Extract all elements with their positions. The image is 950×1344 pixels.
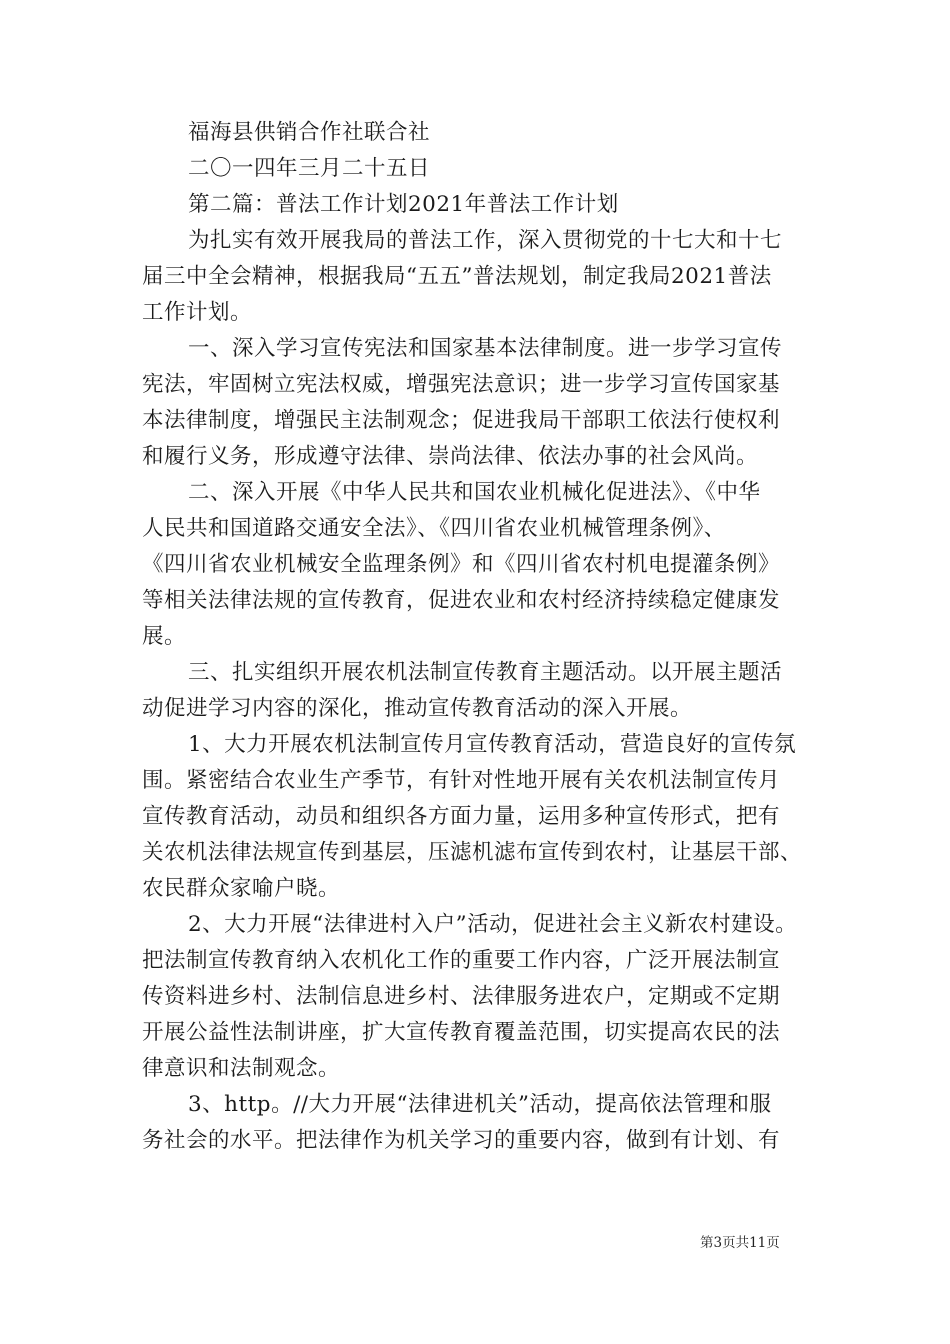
text-line: 动促进学习内容的深化，推动宣传教育活动的深入开展。 — [142, 696, 693, 721]
page-number: 第3页共11页 — [700, 1235, 780, 1251]
text-line: 和履行义务，形成遵守法律、崇尚法律、依法办事的社会风尚。 — [142, 444, 759, 469]
text-line: 等相关法律法规的宣传教育，促进农业和农村经济持续稳定健康发 — [142, 588, 781, 613]
text-line: 宣传教育活动，动员和组织各方面力量，运用多种宣传形式，把有 — [142, 804, 781, 829]
text-line: 围。紧密结合农业生产季节，有针对性地开展有关农机法制宣传月 — [142, 768, 781, 793]
text-line: 开展公益性法制讲座，扩大宣传教育覆盖范围，切实提高农民的法 — [142, 1020, 781, 1045]
text-line: 人民共和国道路交通安全法》、《四川省农业机械管理条例》、 — [142, 516, 726, 541]
text-line: 本法律制度，增强民主法制观念；促进我局干部职工依法行使权利 — [142, 408, 781, 433]
text-line: 务社会的水平。把法律作为机关学习的重要内容，做到有计划、有 — [142, 1128, 781, 1153]
text-line: 关农机法律法规宣传到基层，压滤机滤布宣传到农村，让基层干部、 — [142, 840, 803, 865]
text-line: 届三中全会精神，根据我局“五五”普法规划，制定我局2021普法 — [142, 264, 772, 289]
text-line: 工作计划。 — [142, 300, 253, 325]
text-line: 二〇一四年三月二十五日 — [188, 156, 431, 181]
text-line: 2、大力开展“法律进村入户”活动，促进社会主义新农村建设。 — [188, 912, 798, 937]
text-line: 《四川省农业机械安全监理条例》和《四川省农村机电提灌条例》 — [142, 552, 781, 577]
text-line: 1、大力开展农机法制宣传月宣传教育活动，营造良好的宣传氛 — [188, 732, 797, 757]
text-line: 律意识和法制观念。 — [142, 1056, 341, 1081]
text-line: 农民群众家喻户晓。 — [142, 876, 341, 901]
text-line: 传资料进乡村、法制信息进乡村、法律服务进农户，定期或不定期 — [142, 984, 781, 1009]
text-line: 把法制宣传教育纳入农机化工作的重要工作内容，广泛开展法制宣 — [142, 948, 781, 973]
text-line: 一、深入学习宣传宪法和国家基本法律制度。进一步学习宣传 — [188, 336, 783, 361]
text-line: 宪法，牢固树立宪法权威，增强宪法意识；进一步学习宣传国家基 — [142, 372, 781, 397]
text-line: 为扎实有效开展我局的普法工作，深入贯彻党的十七大和十七 — [188, 228, 783, 253]
text-line: 第二篇：普法工作计划2021年普法工作计划 — [188, 192, 619, 217]
text-line: 福海县供销合作社联合社 — [188, 120, 431, 145]
text-line: 三、扎实组织开展农机法制宣传教育主题活动。以开展主题活 — [188, 660, 783, 685]
text-line: 二、深入开展《中华人民共和国农业机械化促进法》、《中华 — [188, 480, 761, 505]
text-line: 展。 — [142, 624, 187, 649]
text-line: 3、http。//大力开展“法律进机关”活动，提高依法管理和服 — [188, 1092, 772, 1117]
document-body — [142, 115, 810, 1159]
